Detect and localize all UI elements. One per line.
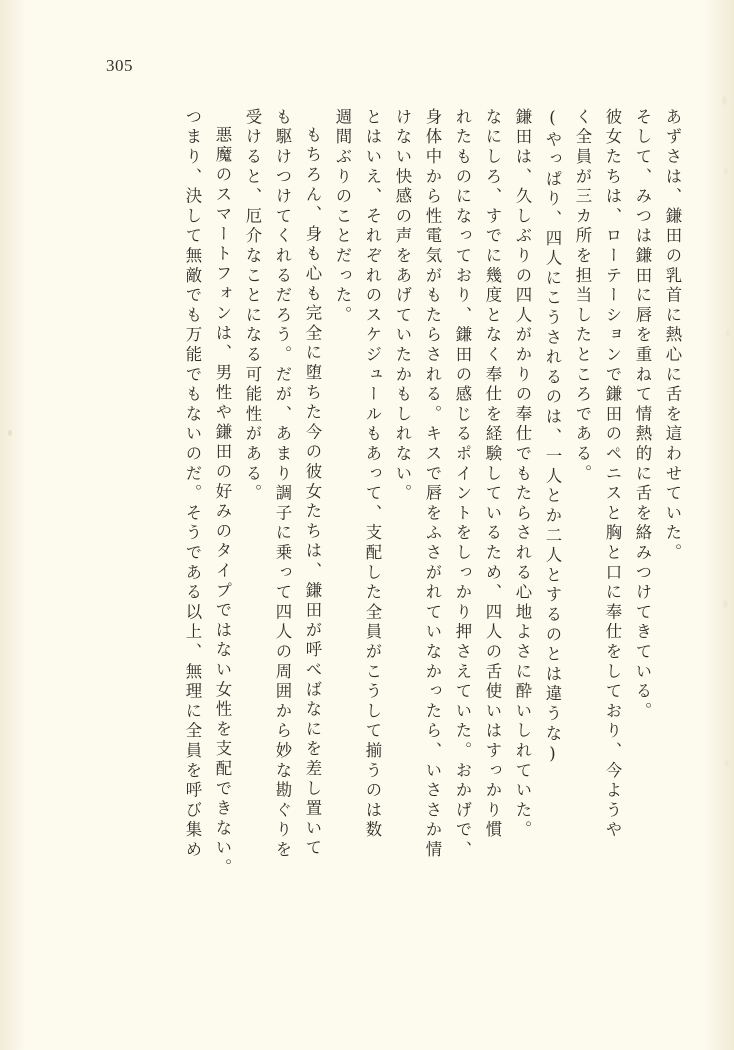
body-text [60,108,680,988]
text-line: (やっぱり、四人にこうされるのは、一人とか二人とするのとは違うな) [543,108,562,767]
text-line: つまり、決して無敵でも万能でもないのだ。そうである以上、無理に全員を呼び集め [183,108,202,861]
paper-speck [722,96,727,105]
paper-speck [724,168,728,175]
text-line: なにしろ、すでに幾度となく奉仕を経験しているため、四人の舌使いはすっかり慣 [483,108,502,841]
text-line: も駆けつけてくれるだろう。だが、あまり調子に乗って四人の周囲から妙な勘ぐりを [273,108,292,861]
text-line: 週間ぶりのことだった。 [333,108,352,326]
text-line: もちろん、身も心も完全に堕ちた今の彼女たちは、鎌田が呼べばなにを差し置いて [303,126,322,859]
paper-speck [725,760,729,767]
text-line: 彼女たちは、ローテーションで鎌田のペニスと胸と口に奉仕をしており、今ようや [603,108,622,841]
paper-speck [726,330,730,336]
text-line: そして、みつは鎌田に唇を重ねて情熱的に舌を絡みつけてきている。 [633,108,652,722]
text-line: けない快感の声をあげていたかもしれない。 [393,108,412,504]
page-number: 305 [106,56,133,75]
text-line: く全員が三カ所を担当したところである。 [573,108,592,485]
paper-speck [8,430,12,436]
text-line: あずさは、鎌田の乳首に熱心に舌を這わせていた。 [663,108,682,564]
paper-speck [723,600,728,608]
text-line: 鎌田は、久しぶりの四人がかりの奉仕でもたらされる心地よさに酔いしれていた。 [513,108,532,841]
text-line: 受けると、厄介なことになる可能性がある。 [243,108,262,504]
text-line: 身体中から性電気がもたらされる。キスで唇をふさがれていなかったら、いささか情 [423,108,442,861]
text-line: 悪魔のスマートフォンは、男性や鎌田の好みのタイプではない女性を支配できない。 [213,126,232,879]
text-line: れたものになっており、鎌田の感じるポイントをしっかり押さえていた。おかげで、 [453,108,472,861]
text-line: とはいえ、それぞれのスケジュールもあって、支配した全員がこうして揃うのは数 [363,108,382,841]
